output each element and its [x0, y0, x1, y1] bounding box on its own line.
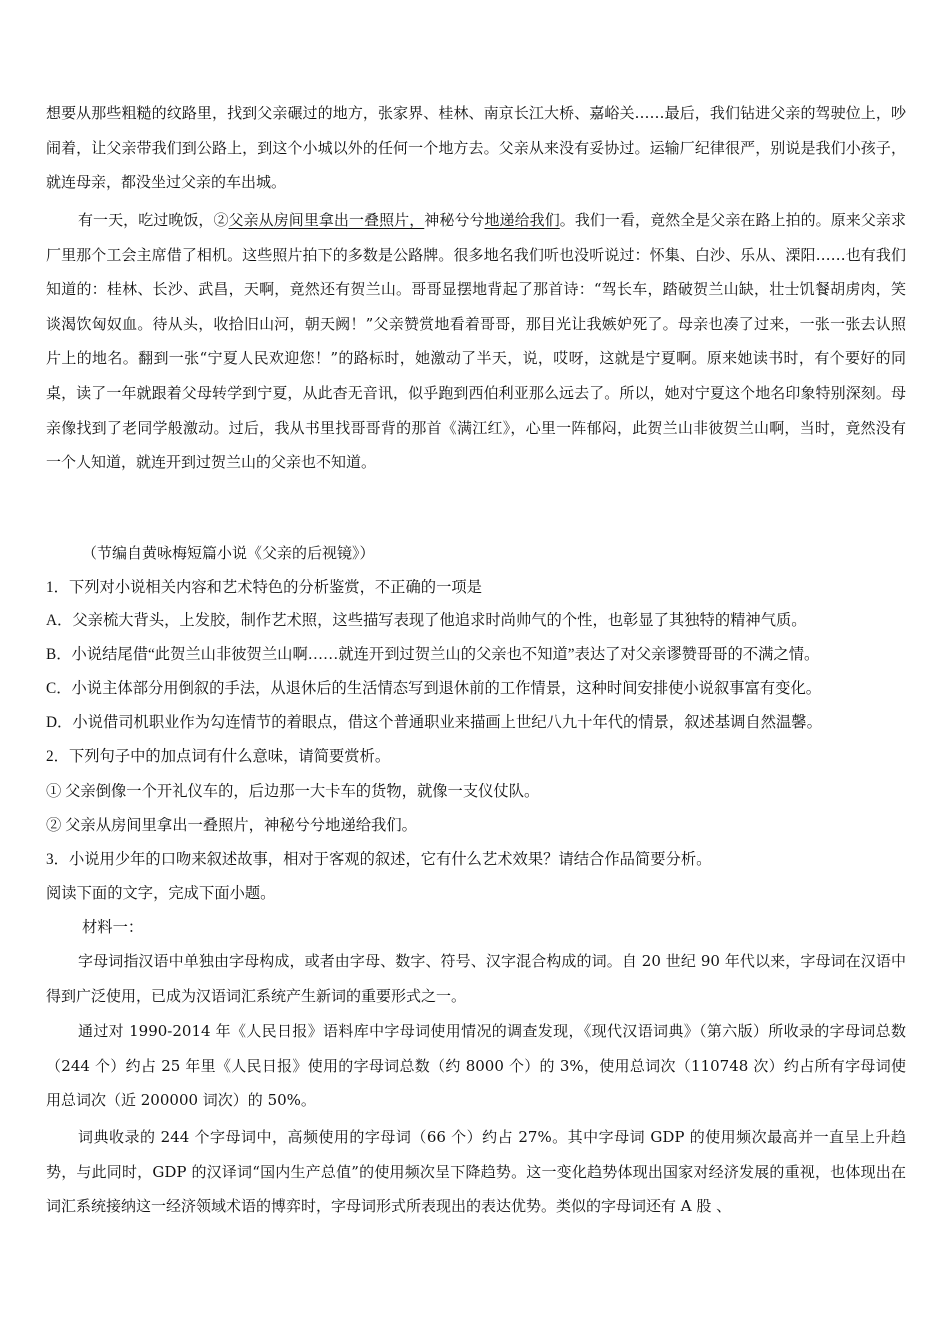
passage-paragraph-2-rest: 。我们一看，竟然全是父亲在路上拍的。原来父亲求厂里那个工会主席借了相机。这些照片拍下的多数是公路牌。很多地名我们听也没听说过：怀集、白沙、乐从、溧阳……也有我们知道的：桂林、长沙、武昌，天啊，竟然还有贺兰山。哥哥显摆地背起了那首诗：“驾长车，踏破贺兰山缺，壮士饥餐胡虏肉，笑谈渴饮匈奴血。待从头，收拾旧山河，朝天阙！”父亲赞赏地看着哥哥，那目光让我嫉妒死了。母亲也凑了过来，一张一张去认照片上的地名。翻到一张“宁夏人民欢迎您！”的路标时，她激动了半天，说，哎呀，这就是宁夏啊。原来她读书时，有个要好的同桌，读了一年就跟着父母转学到宁夏，从此杳无音讯，似乎跑到西伯利亚那么远去了。所以，她对宁夏这个地名印象特别深刻。母亲像找到了老同学般激动。过后，我从书里找哥哥背的那首《满江红》，心里一阵郁闷，此贺兰山非彼贺兰山啊，当时，竟然没有一个人知道，就连开到过贺兰山的父亲也不知道。 [46, 211, 906, 472]
material-1-paragraph-3 [46, 1120, 906, 1224]
question-1-option-a: A．父亲梳大背头，上发胶，制作艺术照，这些描写表现了他追求时尚帅气的个性，也彰显了其独特的精神气质。 [46, 612, 807, 629]
question-2: 2．下列句子中的加点词有什么意味，请简要赏析。 [46, 748, 391, 765]
question-1: 1．下列对小说相关内容和艺术特色的分析鉴赏，不正确的一项是 [46, 579, 482, 596]
passage-paragraph-2-lead: 有一天，吃过晚饭，② [78, 211, 229, 229]
material-1-paragraph-1-text: 字母词指汉语中单独由字母构成，或者由字母、数字、符号、汉字混合构成的词。自 20 世纪 90 年代以来，字母词在汉语中得到广泛使用，已成为汉语词汇系统产生新词的重要形式之一。 [46, 952, 906, 1005]
underlined-sentence-part-2: 地递给我们 [484, 211, 560, 229]
question-3: 3．小说用少年的口吻来叙述故事，相对于客观的叙述，它有什么艺术效果？请结合作品简要分析。 [46, 851, 712, 868]
material-1-paragraph-3-text: 词典收录的 244 个字母词中，高频使用的字母词（66 个）约占 27%。其中字母词 GDP 的使用频次最高并一直呈上升趋势，与此同时，GDP 的汉译词“国内生产总值”的使用频次呈下降趋势。这一变化趋势体现出国家对经济发展的重视，也体现出在词汇系统接纳这一经济领域术语的博弈时，字母词形式所表现出的表达优势。类似的字母词还有 A 股 、 [46, 1128, 906, 1216]
passage-paragraph-1-text: 想要从那些粗糙的纹路里，找到父亲碾过的地方，张家界、桂林、南京长江大桥、嘉峪关……最后，我们钻进父亲的驾驶位上，吵闹着，让父亲带我们到公路上，到这个小城以外的任何一个地方去。父亲从来没有妥协过。运输厂纪律很严，别说是我们小孩子，就连母亲，都没坐过父亲的车出城。 [46, 104, 906, 192]
question-1-option-b: B．小说结尾借“此贺兰山非彼贺兰山啊……就连开到过贺兰山的父亲也不知道”表达了对父亲谬赞哥哥的不满之情。 [46, 646, 820, 663]
material-1-paragraph-2 [46, 1014, 906, 1118]
passage-paragraph-1 [46, 96, 906, 200]
material-1-paragraph-2-text: 通过对 1990-2014 年《人民日报》语料库中字母词使用情况的调查发现，《现代汉语词典》（第六版）所收录的字母词总数（244 个）约占 25 年里《人民日报》使用的字母词总数（约 8000 个）的 3%，使用总词次（110748 次）约占所有字母词使用总词次（近 200000 词次）的 50%。 [46, 1022, 906, 1110]
question-1-option-c: C．小说主体部分用倒叙的手法，从退休后的生活情态写到退休前的工作情景，这种时间安排使小说叙事富有变化。 [46, 680, 822, 697]
passage-paragraph-2-middle: 神秘兮兮 [424, 211, 485, 229]
source-note: （节编自黄咏梅短篇小说《父亲的后视镜》） [82, 544, 375, 562]
material-1-label: 材料一： [82, 919, 144, 936]
question-1-option-d: D．小说借司机职业作为勾连情节的着眼点，借这个普通职业来描画上世纪八九十年代的情景，叙述基调自然温馨。 [46, 714, 822, 731]
question-2-sentence-1: ① 父亲倒像一个开礼仪车的，后边那一大卡车的货物，就像一支仪仗队。 [46, 783, 540, 800]
underlined-sentence-part-1: 父亲从房间里拿出一叠照片， [228, 211, 425, 229]
passage-paragraph-2 [46, 203, 906, 480]
material-1-paragraph-1 [46, 944, 906, 1013]
question-2-sentence-2: ② 父亲从房间里拿出一叠照片，神秘兮兮地递给我们。 [46, 817, 417, 834]
reading-instruction: 阅读下面的文字，完成下面小题。 [46, 885, 276, 902]
